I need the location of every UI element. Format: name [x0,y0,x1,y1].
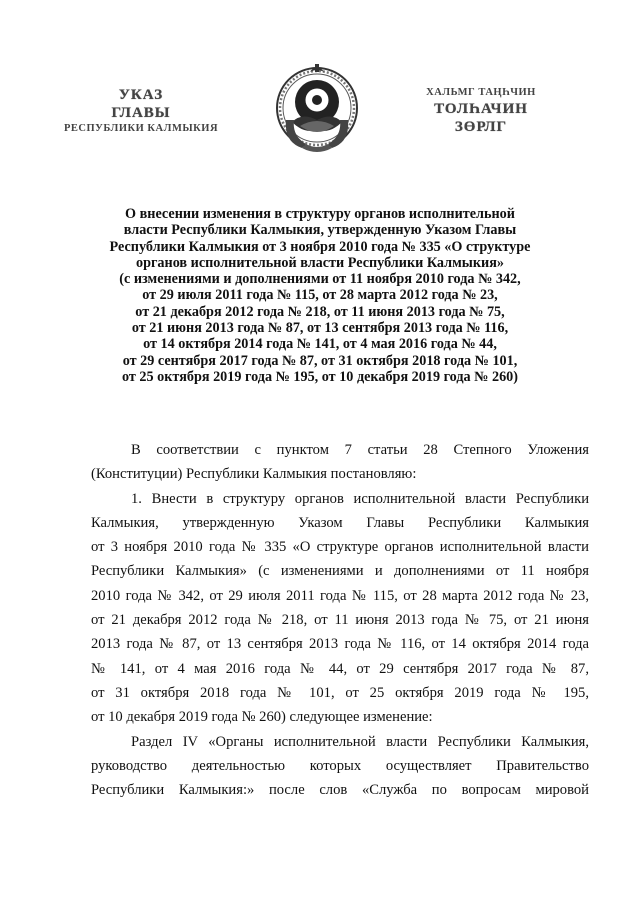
header-left-block [56,86,226,136]
paragraph-preamble [91,438,589,487]
paragraph-item-1 [91,487,589,730]
header-right-line3: ЗӨРЛГ [454,119,508,135]
body-line: Республики Калмыкия» (с изменениями и дополнениями от 11 ноября [91,563,589,580]
title-line: О внесении изменения в структуру органов исполнительной [125,206,515,222]
title-line: органов исполнительной власти Республики Калмыкия» [136,254,504,271]
title-line: власти Республики Калмыкия, утвержденную Указом Главы [123,222,517,239]
title-line: Республики Калмыкия от 3 ноября 2010 года № 335 «О структуре [109,238,531,255]
body-line: от 3 ноября 2010 года № 335 «О структуре органов исполнительной власти [91,539,589,556]
body-line: 2013 года № 87, от 13 сентября 2013 года № 116, от 14 октября 2014 года [91,636,589,653]
body-line: 1. Внести в структуру органов исполнительной власти Республики [131,490,589,507]
document-body [91,438,589,802]
title-line: от 21 декабря 2012 года № 218, от 11 июня 2013 года № 75, [135,303,505,320]
header-left-line2: ГЛАВЫ [111,105,171,121]
paragraph-section-iv [91,730,589,803]
title-line: (с изменениями и дополнениями от 11 ноября 2010 года № 342, [119,271,521,288]
body-line: от 31 октября 2018 года № 101, от 25 октября 2019 года № 195, [91,684,589,701]
header-right-line1: ХАЛЬМГ ТАҢҺЧИН [426,87,536,98]
body-line: Раздел IV «Органы исполнительной власти Республики Калмыкия, [131,733,589,750]
header-right-block [396,86,566,136]
title-line: от 14 октября 2014 года № 141, от 4 мая 2016 года № 44, [143,336,497,353]
body-line: руководство деятельностью которых осуществляет Правительство [91,757,589,774]
title-line: от 25 октября 2019 года № 195, от 10 декабря 2019 года № 260) [122,368,518,385]
title-line: от 21 июня 2013 года № 87, от 13 сентября 2013 года № 116, [131,320,509,337]
body-line: от 21 декабря 2012 года № 218, от 11 июня 2013 года № 75, от 21 июня [91,612,589,629]
body-line: 2010 года № 342, от 29 июля 2011 года № 115, от 28 марта 2012 года № 23, [91,587,589,604]
coat-of-arms-kalmykia-icon [272,60,362,160]
body-line: Республики Калмыкия:» после слов «Служба по вопросам мировой [91,782,589,799]
body-line: № 141, от 4 мая 2016 года № 44, от 29 сентября 2017 года № 87, [91,660,589,677]
header-left-line1: УКАЗ [118,87,164,103]
document-title [80,206,560,385]
body-line: Калмыкия, утвержденную Указом Главы Республики Калмыкия [91,514,589,531]
body-line: от 10 декабря 2019 года № 260) следующее изменение: [91,709,433,726]
title-line: от 29 июля 2011 года № 115, от 28 марта 2012 года № 23, [142,287,498,304]
title-line: от 29 сентября 2017 года № 87, от 31 октября 2018 года № 101, [122,352,518,369]
body-line: В соответствии с пунктом 7 статьи 28 Степного Уложения [131,442,589,458]
header-right-line2: ТОЛҺАЧИН [434,101,528,117]
header-left-line3: РЕСПУБЛИКИ КАЛМЫКИЯ [63,123,219,134]
body-line: (Конституции) Республики Калмыкия постановляю: [91,466,417,483]
